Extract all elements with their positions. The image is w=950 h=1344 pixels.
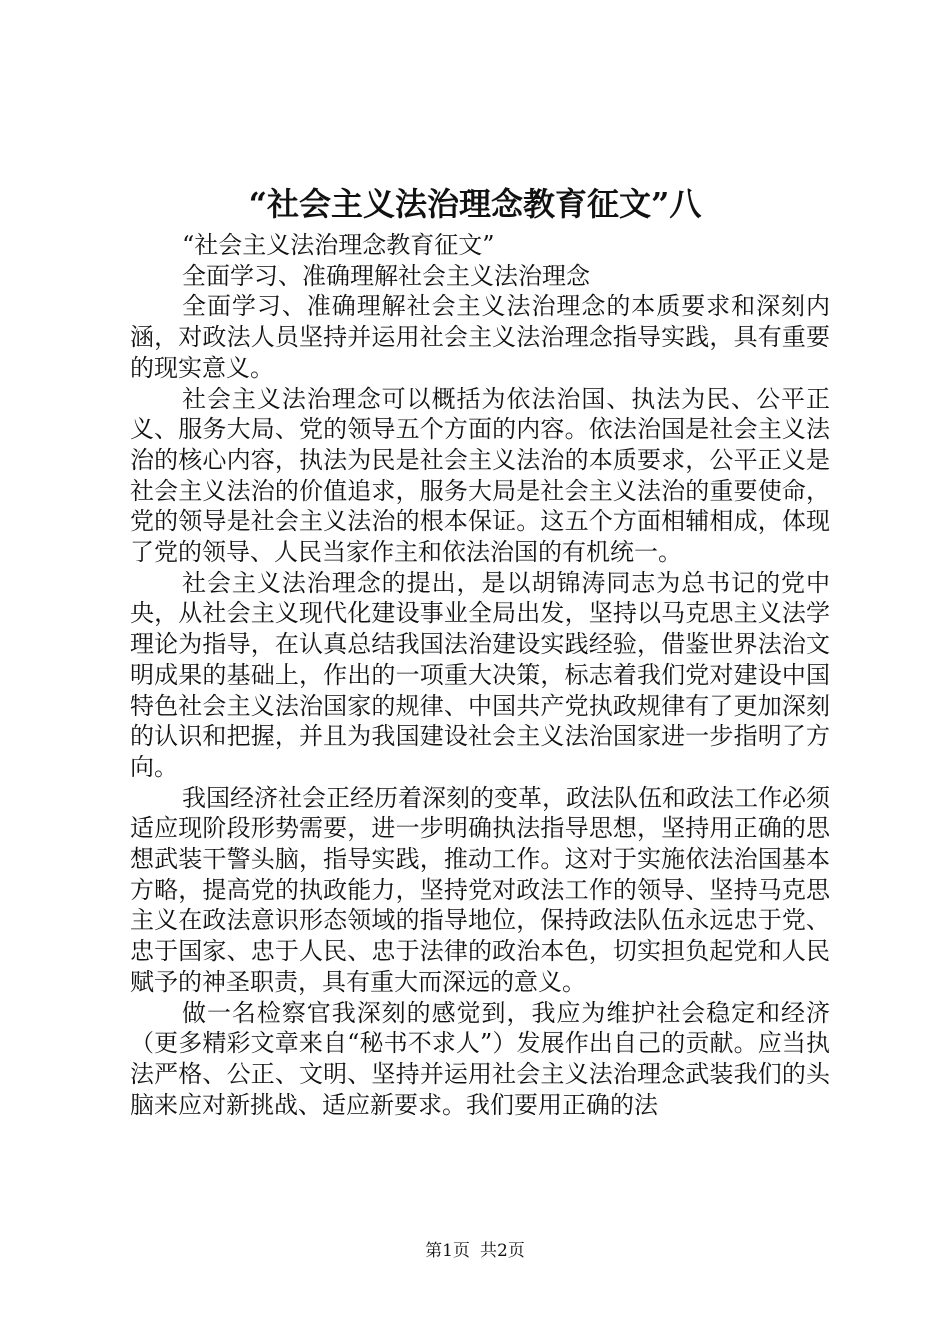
paragraph-heading: 全面学习、准确理解社会主义法治理念 [182, 261, 590, 290]
document-body [130, 230, 830, 1120]
paragraph: 社会主义法治理念可以概括为依法治国、执法为民、公平正义、服务大局、党的领导五个方面的内容。依法治国是社会主义法治的核心内容，执法为民是社会主义法治的本质要求，公平正义是社会主义法治的价值追求，服务大局是社会主义法治的重要使命，党的领导是社会主义法治的根本保证。这五个方面相辅相成，体现了党的领导、人民当家作主和依法治国的有机统一。 [130, 384, 830, 567]
paragraph-subtitle: “社会主义法治理念教育征文” [182, 231, 495, 259]
paragraph: 做一名检察官我深刻的感觉到，我应为维护社会稳定和经济（更多精彩文章来自“秘书不求人”）发展作出自己的贡献。应当执法严格、公正、文明、坚持并运用社会主义法治理念武装我们的头脑来应对新挑战、适应新要求。我们要用正确的法 [130, 998, 830, 1119]
document-title: “社会主义法治理念教育征文”八 [248, 185, 702, 223]
paragraph: 我国经济社会正经历着深刻的变革，政法队伍和政法工作必须适应现阶段形势需要，进一步明确执法指导思想，坚持用正确的思想武装干警头脑，指导实践，推动工作。这对于实施依法治国基本方略，提高党的执政能力，坚持党对政法工作的领导、坚持马克思主义在政法意识形态领域的指导地位，保持政法队伍永远忠于党、忠于国家、忠于人民、忠于法律的政治本色，切实担负起党和人民赋予的神圣职责，具有重大而深远的意义。 [130, 783, 830, 996]
paragraph: 社会主义法治理念的提出，是以胡锦涛同志为总书记的党中央，从社会主义现代化建设事业全局出发，坚持以马克思主义法学理论为指导，在认真总结我国法治建设实践经验，借鉴世界法治文明成果的基础上，作出的一项重大决策，标志着我们党对建设中国特色社会主义法治国家的规律、中国共产党执政规律有了更加深刻的认识和把握，并且为我国建设社会主义法治国家进一步指明了方向。 [130, 568, 830, 781]
page-number: 第1页 [425, 1241, 470, 1261]
page-total: 共2页 [480, 1241, 525, 1261]
paragraph: 全面学习、准确理解社会主义法治理念的本质要求和深刻内涵，对政法人员坚持并运用社会主义法治理念指导实践，具有重要的现实意义。 [130, 292, 830, 382]
page-footer [0, 1240, 950, 1262]
